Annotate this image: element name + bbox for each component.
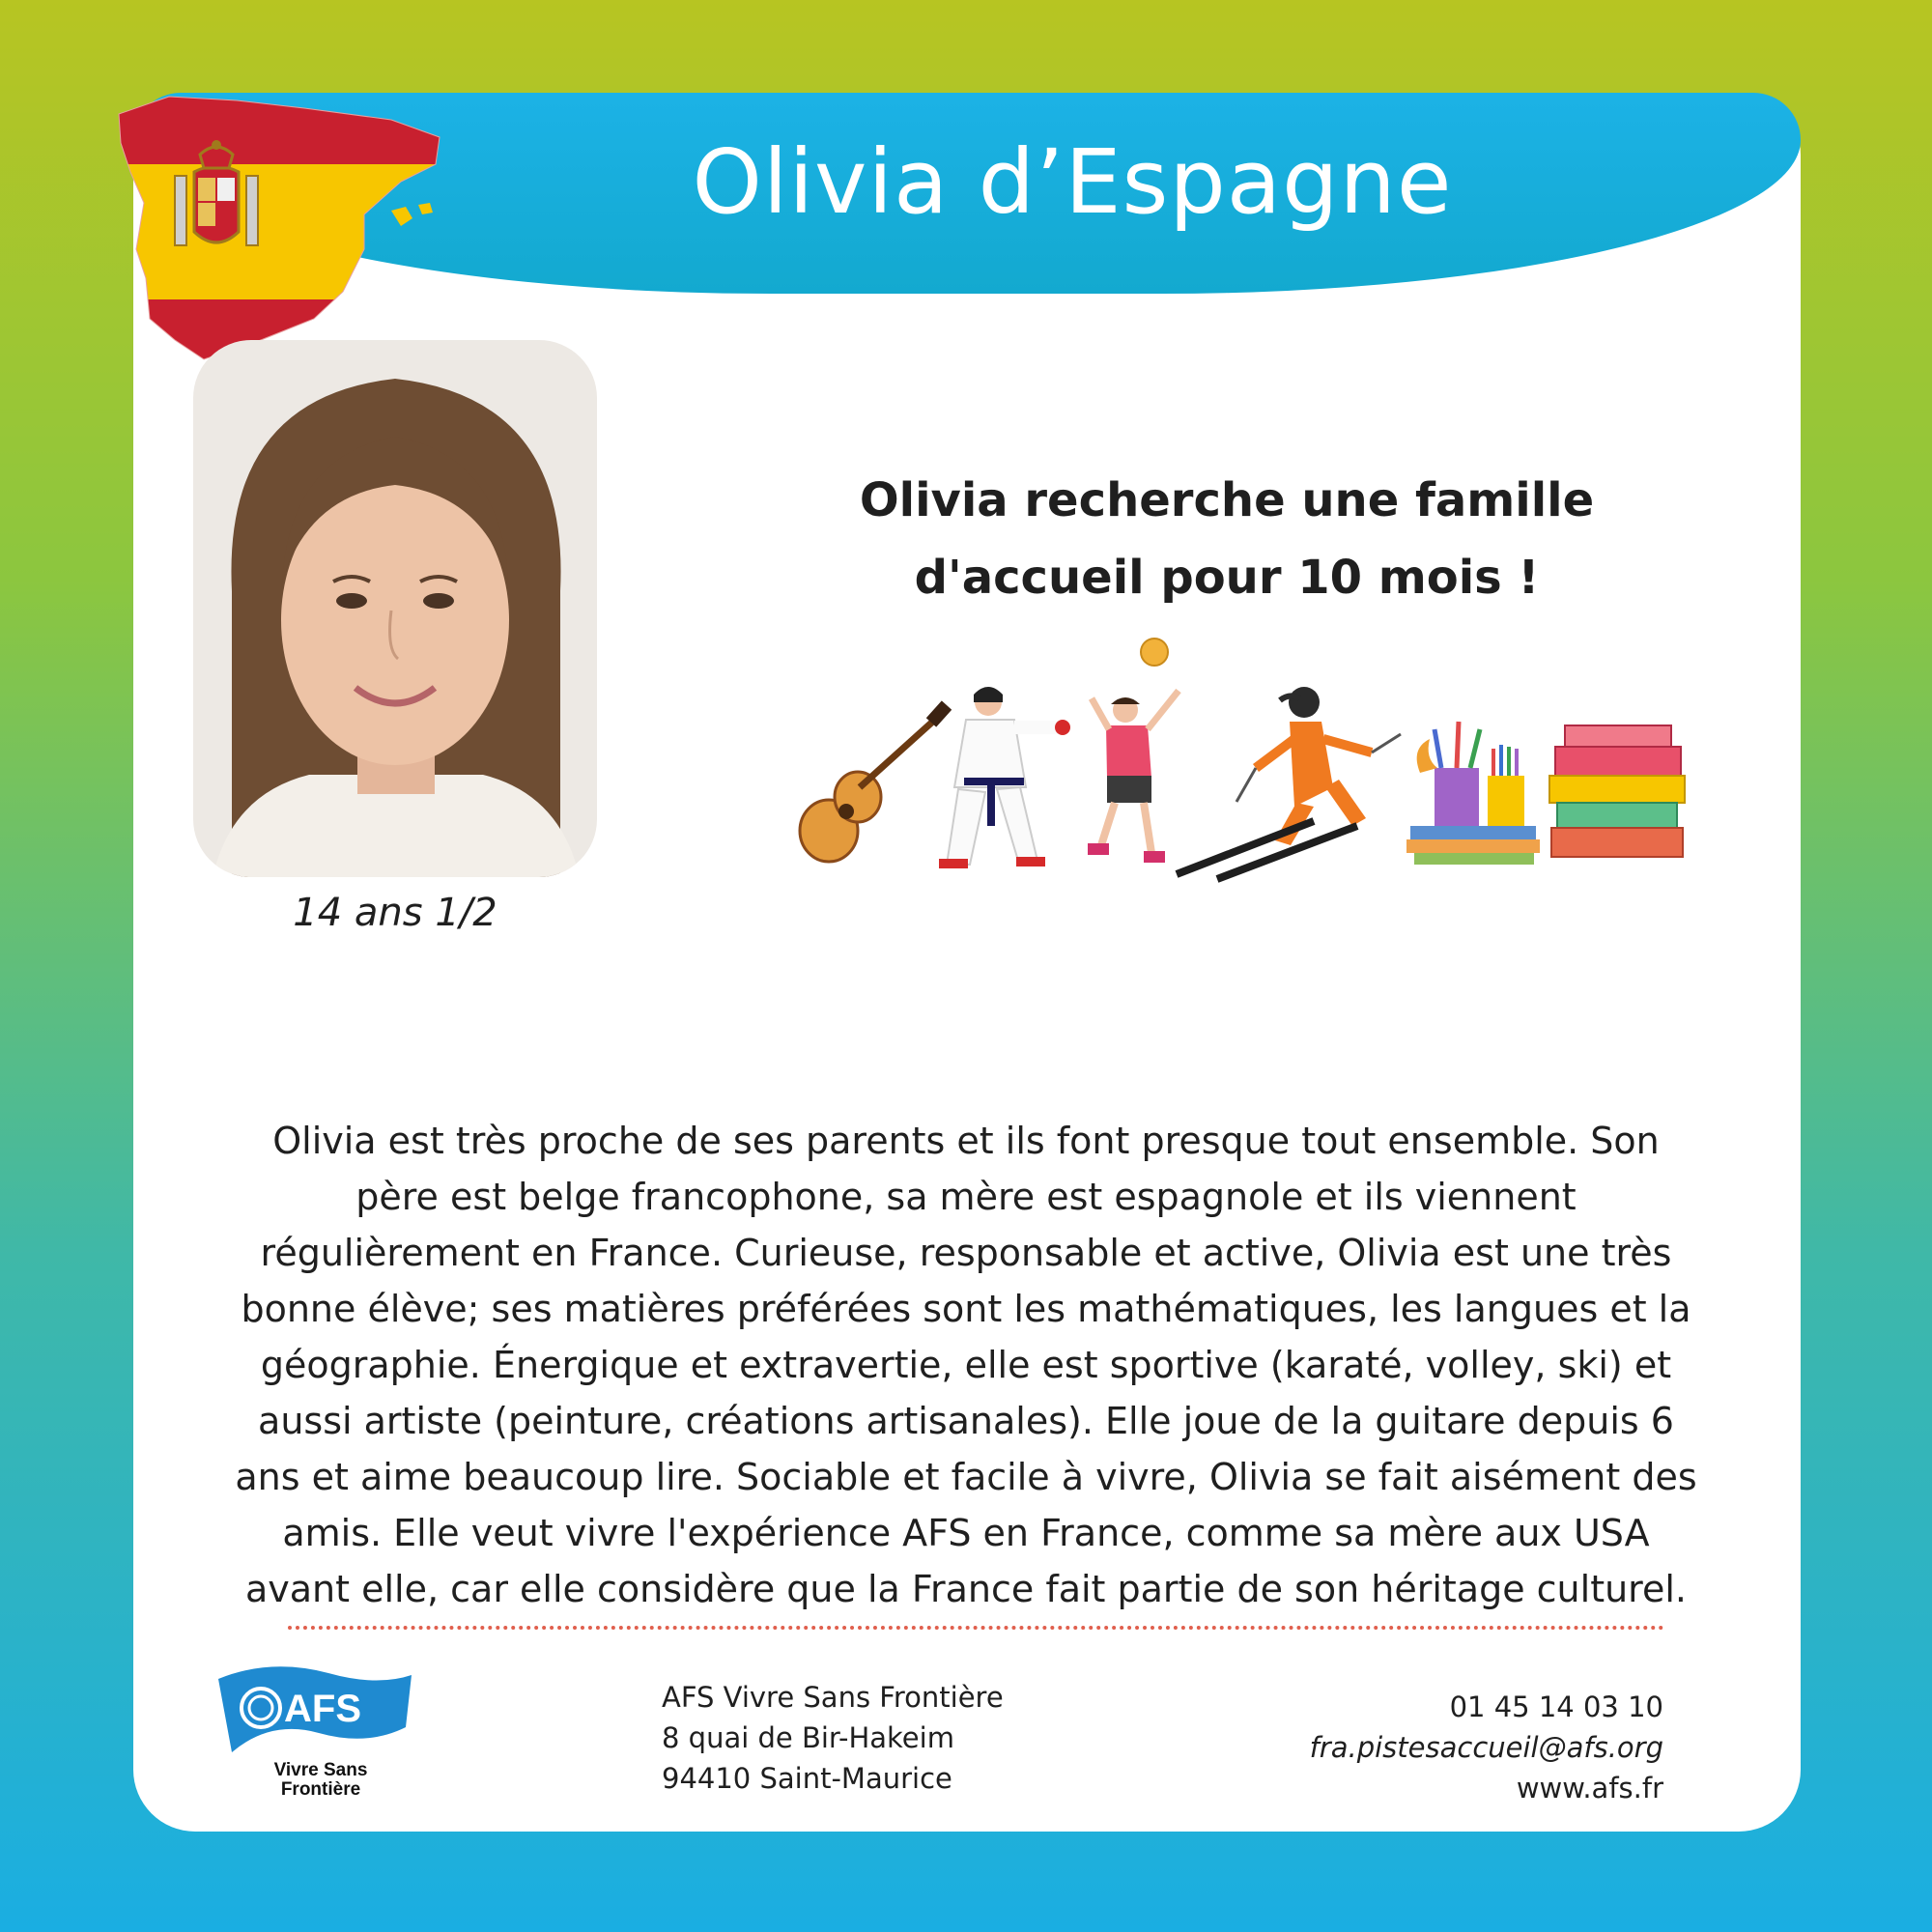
volleyball-icon (1088, 639, 1179, 863)
bio-line: régulièrement en France. Curieuse, responsable et active, Olivia est une très (260, 1232, 1672, 1274)
hobbies-illustration (792, 633, 1700, 884)
address-line-1: AFS Vivre Sans Frontière (662, 1681, 1004, 1714)
page-title: Olivia d’Espagne (692, 130, 1453, 234)
tagline (792, 462, 1662, 616)
art-supplies-icon (1406, 722, 1540, 865)
bio-line: géographie. Énergique et extravertie, elle est sportive (karaté, volley, ski) et (260, 1344, 1672, 1386)
afs-logo (213, 1660, 415, 1804)
profile-photo (193, 340, 597, 877)
books-icon (1549, 725, 1685, 857)
address-line-3: 94410 Saint-Maurice (662, 1762, 952, 1795)
karate-icon (939, 687, 1070, 868)
bio-line: amis. Elle veut vivre l'expérience AFS en France, comme sa mère aux USA (282, 1512, 1650, 1554)
afs-logo-text: AFS (284, 1688, 361, 1730)
age-label: 14 ans 1/2 (293, 891, 497, 935)
bio-line: avant elle, car elle considère que la France fait partie de son héritage culturel. (244, 1568, 1687, 1610)
guitar-icon (800, 700, 952, 862)
contact-block (1208, 1687, 1663, 1808)
bio-text (155, 1113, 1777, 1617)
tagline-line-2: d'accueil pour 10 mois ! (914, 551, 1540, 605)
footer-divider (288, 1626, 1664, 1630)
ski-icon (1177, 687, 1401, 879)
afs-logo-subtitle-1: Vivre Sans (273, 1760, 368, 1780)
bio-line: père est belge francophone, sa mère est espagnole et ils viennent (355, 1176, 1577, 1218)
bio-line: Olivia est très proche de ses parents et ils font presque tout ensemble. Son (272, 1120, 1660, 1162)
address-block (662, 1677, 1004, 1799)
bio-line: ans et aime beaucoup lire. Sociable et facile à vivre, Olivia se fait aisément des (235, 1456, 1697, 1498)
email-link[interactable]: fra.pistesaccueil@afs.org (1309, 1731, 1663, 1764)
bio-line: bonne élève; ses matières préférées sont les mathématiques, les langues et la (241, 1288, 1691, 1330)
spain-flag-map-icon (111, 87, 478, 367)
website-link[interactable]: www.afs.fr (1516, 1772, 1663, 1804)
bio-line: aussi artiste (peinture, créations artisanales). Elle joue de la guitare depuis 6 (258, 1400, 1674, 1442)
tagline-line-1: Olivia recherche une famille (859, 473, 1595, 527)
phone-number: 01 45 14 03 10 (1449, 1690, 1663, 1723)
afs-logo-subtitle-2: Frontière (280, 1779, 361, 1800)
address-line-2: 8 quai de Bir-Hakeim (662, 1721, 954, 1754)
